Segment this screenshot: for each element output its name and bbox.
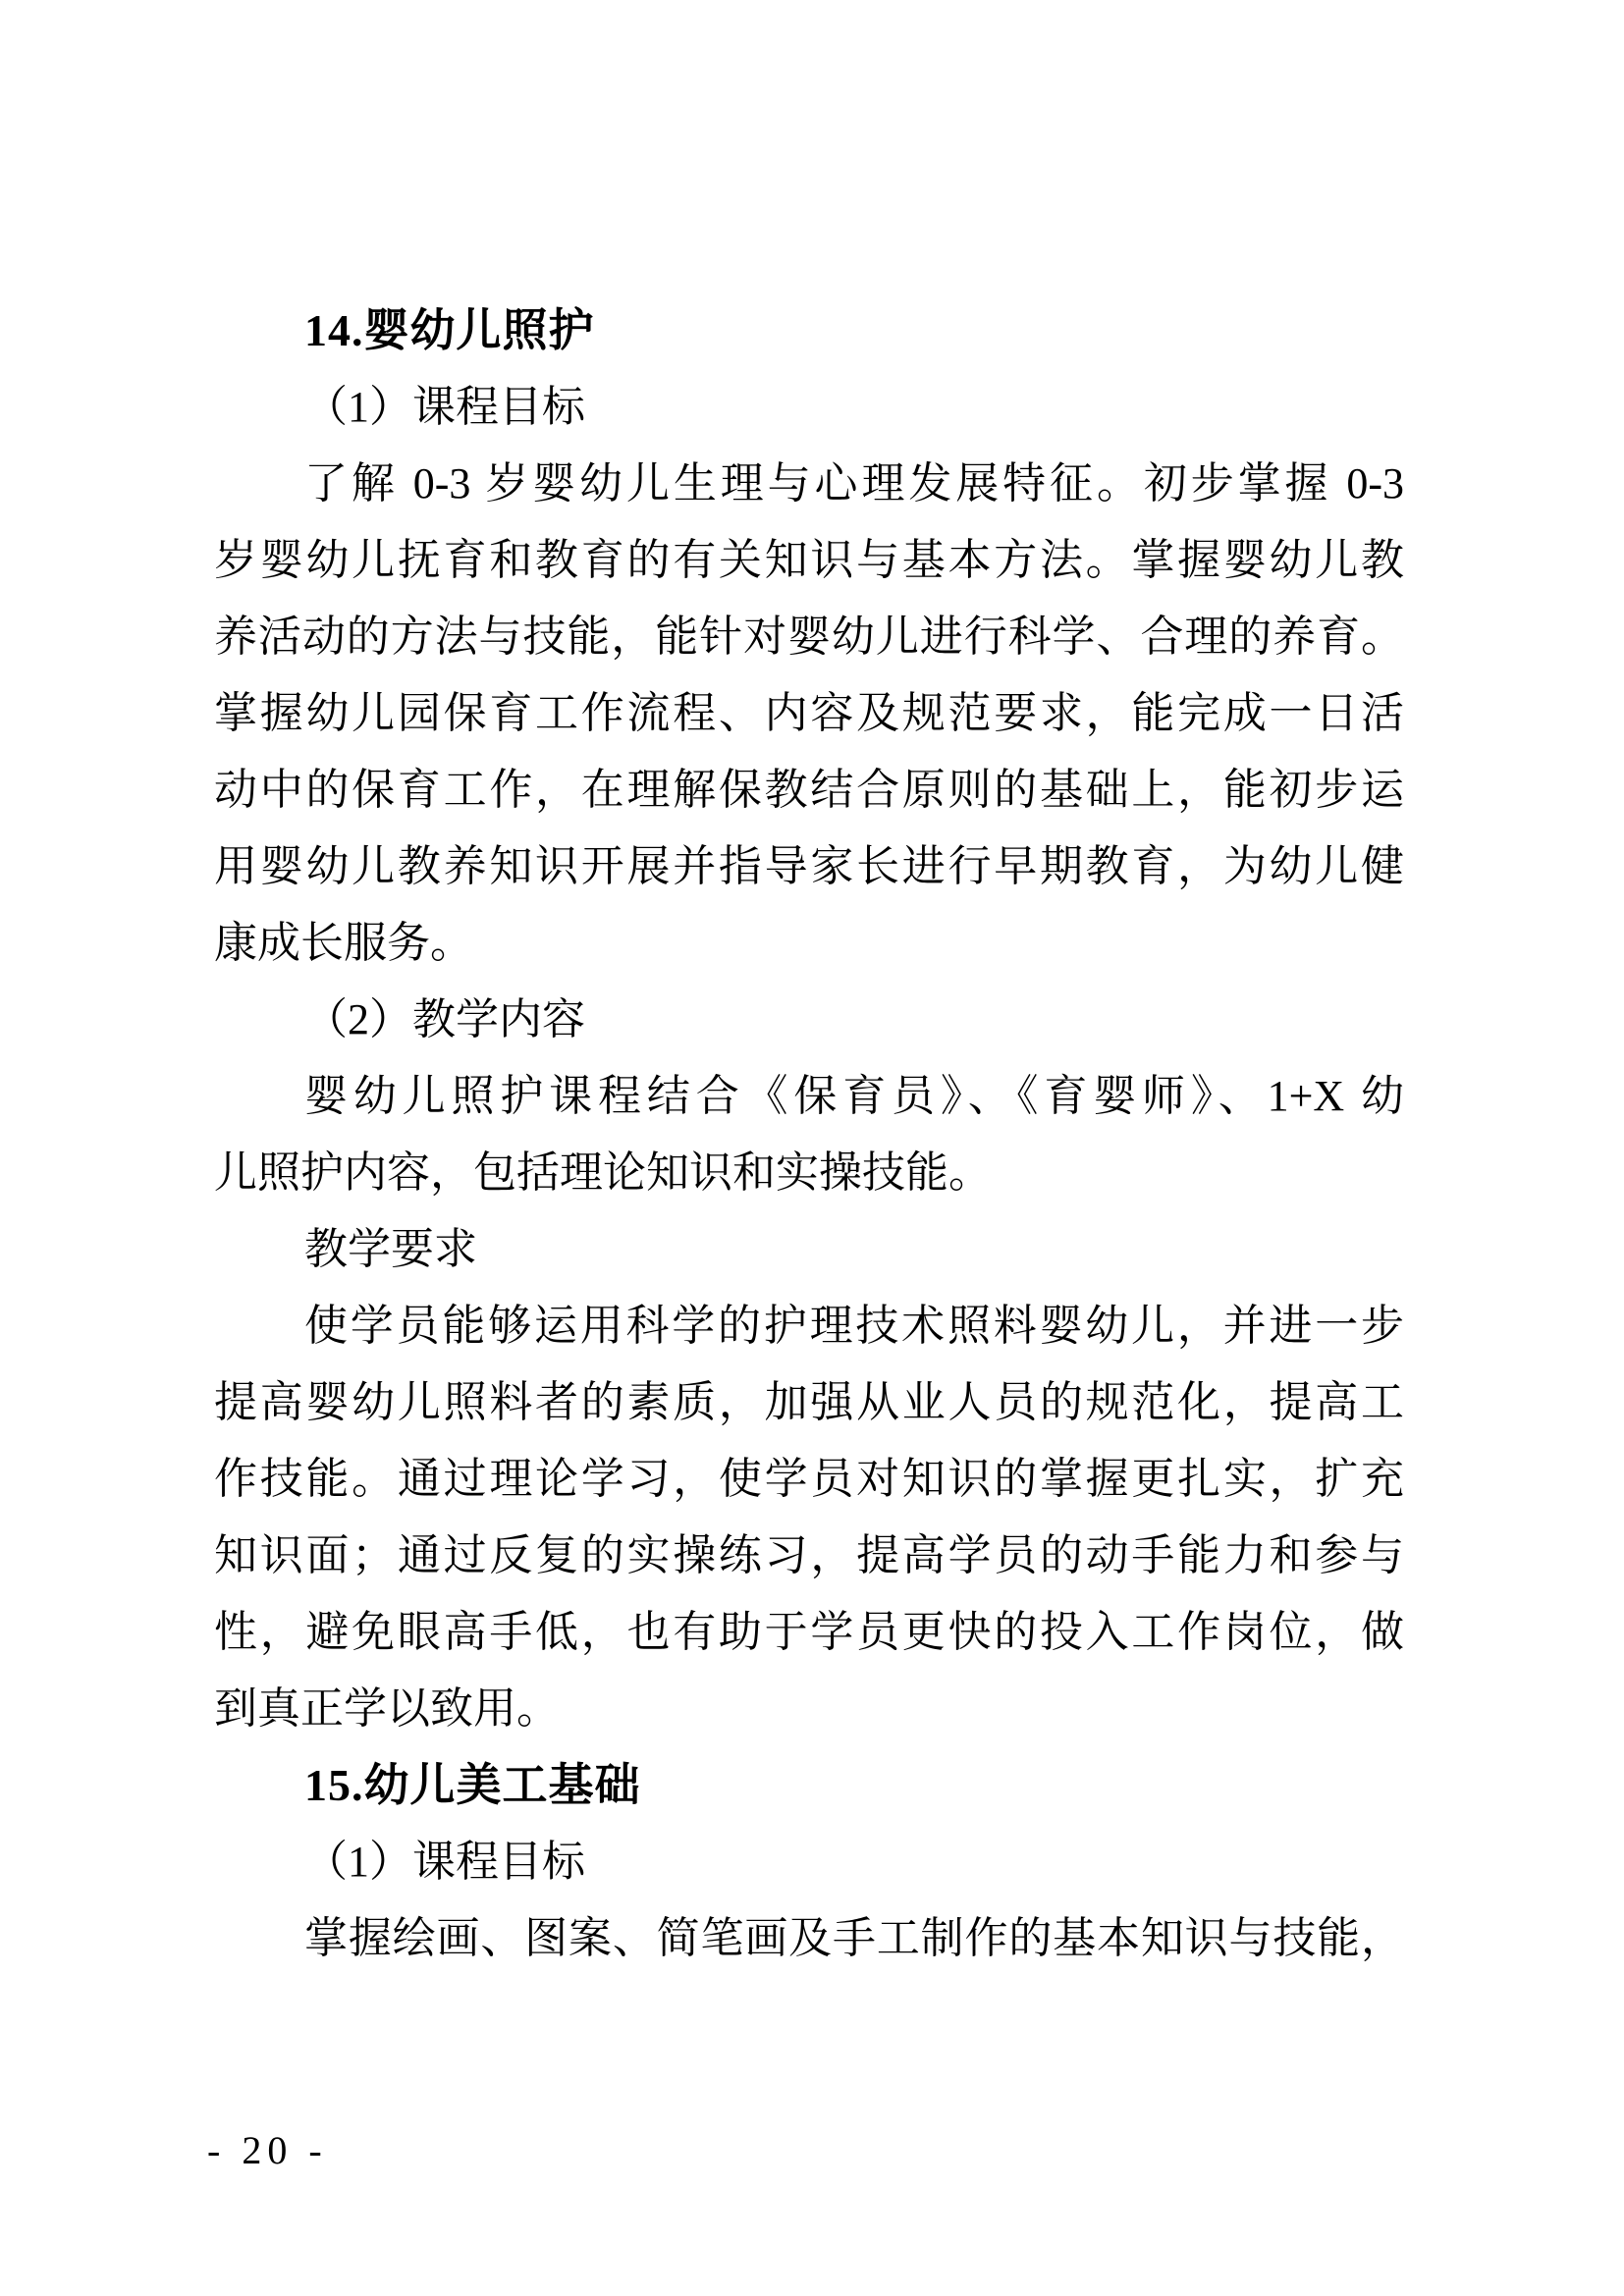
- section-heading-15: 15.幼儿美工基础: [304, 1760, 641, 1810]
- paragraph-line: 提高婴幼儿照料者的素质，加强从业人员的规范化，提高工: [214, 1378, 1404, 1426]
- paragraph-line: 知识面；通过反复的实操练习，提高学员的动手能力和参与: [214, 1531, 1404, 1579]
- paragraph-line: 作技能。通过理论学习，使学员对知识的掌握更扎实，扩充: [214, 1455, 1404, 1503]
- course-objective-label-15: （1）课程目标: [304, 1838, 585, 1886]
- course-objective-label-14: （1）课程目标: [304, 383, 585, 431]
- page-number: - 20 -: [207, 2128, 328, 2172]
- paragraph-line: 到真正学以致用。: [214, 1684, 560, 1733]
- paragraph-line: 掌握绘画、图案、简笔画及手工制作的基本知识与技能，: [304, 1914, 1404, 1962]
- paragraph-line: 儿照护内容，包括理论知识和实操技能。: [214, 1148, 992, 1197]
- paragraph-line: 掌握幼儿园保育工作流程、内容及规范要求，能完成一日活: [214, 689, 1404, 737]
- paragraph-line: 用婴幼儿教养知识开展并指导家长进行早期教育，为幼儿健: [214, 842, 1404, 890]
- teaching-content-label-14: （2）教学内容: [304, 995, 585, 1043]
- paragraph-line: 康成长服务。: [214, 919, 473, 967]
- paragraph-line: 使学员能够运用科学的护理技术照料婴幼儿，并进一步: [304, 1302, 1404, 1350]
- paragraph-line: 性，避免眼高手低，也有助于学员更快的投入工作岗位，做: [214, 1608, 1404, 1656]
- document-body: [214, 293, 1404, 1977]
- paragraph-line: 动中的保育工作，在理解保教结合原则的基础上，能初步运: [214, 766, 1404, 814]
- paragraph-line: 了解 0-3 岁婴幼儿生理与心理发展特征。初步掌握 0-3: [304, 459, 1404, 507]
- paragraph-line: 岁婴幼儿抚育和教育的有关知识与基本方法。掌握婴幼儿教: [214, 536, 1404, 584]
- section-heading-14: 14.婴幼儿照护: [304, 305, 595, 355]
- paragraph-line: 养活动的方法与技能，能针对婴幼儿进行科学、合理的养育。: [214, 613, 1404, 661]
- paragraph-line: 婴幼儿照护课程结合《保育员》、《育婴师》、1+X 幼: [304, 1072, 1404, 1120]
- teaching-requirement-label-14: 教学要求: [304, 1225, 477, 1273]
